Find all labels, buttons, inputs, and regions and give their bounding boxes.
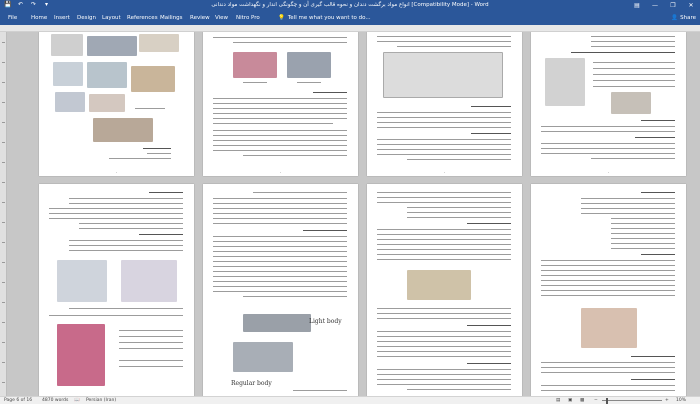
text-line [467, 363, 511, 364]
text-line [213, 135, 347, 136]
dental-image [131, 66, 175, 92]
tab-nitro-pro[interactable]: Nitro Pro [236, 15, 260, 21]
text-line [377, 259, 511, 260]
text-line [213, 198, 347, 199]
text-line [313, 92, 347, 93]
text-line [377, 197, 511, 198]
zoom-slider[interactable] [602, 400, 662, 401]
status-bar [0, 396, 700, 404]
vertical-ruler [0, 32, 7, 396]
text-line [467, 325, 511, 326]
text-line [213, 241, 347, 242]
text-line [377, 341, 511, 342]
text-line [593, 62, 675, 63]
text-line [581, 213, 675, 214]
text-line [377, 234, 511, 235]
text-line [541, 270, 675, 271]
text-line [541, 260, 675, 261]
text-line [213, 261, 347, 262]
text-line [213, 208, 347, 209]
text-line [591, 158, 675, 159]
print-layout-icon[interactable]: ▣ [568, 398, 573, 403]
dental-image [233, 52, 277, 78]
text-line [377, 336, 511, 337]
text-line [541, 280, 675, 281]
syringe-image [243, 314, 311, 332]
text-line [377, 331, 511, 332]
page-number: · [279, 170, 282, 175]
text-line [147, 153, 171, 154]
product-image [581, 308, 637, 348]
text-line [641, 192, 675, 193]
text-line [377, 379, 511, 380]
text-line [377, 239, 511, 240]
text-line [541, 131, 675, 132]
text-line [213, 203, 347, 204]
text-line [377, 351, 511, 352]
page-thumbnail[interactable] [39, 184, 194, 396]
text-line [213, 98, 347, 99]
undo-icon[interactable]: ↶ [17, 1, 24, 8]
text-line [377, 374, 511, 375]
page-number: · [607, 170, 610, 175]
dental-image [89, 94, 125, 112]
page-number: · [443, 170, 446, 175]
text-line [541, 390, 675, 391]
text-line [297, 82, 321, 83]
text-line [149, 192, 183, 193]
text-line [303, 230, 347, 231]
text-line [213, 37, 347, 38]
text-line [377, 384, 511, 385]
text-line [69, 203, 183, 204]
page-thumbnail[interactable] [531, 32, 686, 176]
dental-image [287, 52, 331, 78]
light-body-label: Light body [309, 318, 342, 325]
language-indicator[interactable]: Persian (Iran) [86, 398, 117, 403]
horizontal-ruler [0, 25, 700, 32]
page-thumbnail[interactable] [531, 184, 686, 396]
text-line [119, 348, 183, 349]
text-line [407, 389, 511, 390]
text-line [213, 281, 347, 282]
text-line [213, 130, 347, 131]
dental-image [87, 36, 137, 56]
text-line [591, 36, 675, 37]
text-line [69, 245, 183, 246]
text-line [541, 385, 675, 386]
text-line [69, 240, 183, 241]
proofing-icon[interactable]: 📖 [74, 398, 80, 403]
text-line [69, 250, 183, 251]
regular-body-label: Regular body [231, 380, 272, 387]
tab-insert[interactable]: Insert [54, 15, 70, 21]
text-line [407, 217, 511, 218]
text-line [253, 192, 347, 193]
restore-button[interactable]: ❐ [670, 2, 676, 9]
text-line [213, 113, 347, 114]
document-canvas[interactable] [0, 32, 700, 396]
text-line [611, 238, 675, 239]
zoom-slider-thumb[interactable] [606, 398, 608, 404]
text-line [213, 213, 347, 214]
page-thumbnail[interactable] [203, 184, 358, 396]
text-line [233, 42, 347, 43]
text-line [49, 208, 183, 209]
text-line [213, 271, 347, 272]
dental-image [545, 58, 585, 106]
text-line [541, 295, 675, 296]
text-line [213, 266, 347, 267]
title-bar [0, 0, 700, 11]
text-line [631, 356, 675, 357]
text-line [591, 46, 675, 47]
text-line [611, 223, 675, 224]
text-line [69, 198, 183, 199]
text-line [377, 36, 511, 37]
share-button[interactable] [671, 13, 696, 23]
text-line [243, 155, 347, 156]
tab-references[interactable]: References [127, 15, 158, 21]
text-line [213, 286, 347, 287]
page-thumbnail[interactable] [367, 184, 522, 396]
text-line [213, 276, 347, 277]
text-line [611, 248, 675, 249]
tell-me-box[interactable] [278, 13, 371, 23]
text-line [377, 318, 511, 319]
text-line [213, 150, 347, 151]
text-line [541, 367, 675, 368]
text-line [377, 192, 511, 193]
window-title: انواع مواد برگشت دندان و نحوه قالب گیری آن و چگونگی اندار و نگهداشت مواد دندانی [Compatibility Mode] - Word [211, 2, 489, 8]
text-line [213, 236, 347, 237]
tab-home[interactable]: Home [31, 15, 48, 21]
text-line [377, 346, 511, 347]
text-line [581, 198, 675, 199]
text-line [119, 336, 183, 337]
table-image [383, 52, 503, 98]
text-line [593, 68, 675, 69]
text-line [377, 117, 511, 118]
text-line [631, 379, 675, 380]
text-line [243, 82, 267, 83]
text-line [581, 208, 675, 209]
text-line [641, 254, 675, 255]
text-line [213, 108, 347, 109]
text-line [79, 223, 183, 224]
page-thumbnail[interactable] [39, 32, 194, 176]
dental-image [611, 92, 651, 114]
zoom-in-icon[interactable]: + [665, 398, 669, 403]
read-mode-icon[interactable]: ▤ [556, 398, 561, 403]
save-icon[interactable]: 💾 [4, 1, 12, 8]
product-image [121, 260, 177, 302]
product-image [57, 260, 107, 302]
text-line [407, 212, 511, 213]
text-line [541, 143, 675, 144]
text-line [541, 290, 675, 291]
text-line [109, 158, 171, 159]
text-line [139, 234, 183, 235]
text-line [377, 122, 511, 123]
text-line [541, 126, 675, 127]
text-line [143, 148, 171, 149]
web-layout-icon[interactable]: ▩ [580, 398, 585, 403]
redo-icon[interactable]: ↷ [30, 1, 37, 8]
dental-image [139, 34, 179, 52]
text-line [571, 52, 675, 53]
text-line [593, 86, 675, 87]
text-line [49, 315, 183, 316]
text-line [611, 218, 675, 219]
text-line [213, 256, 347, 257]
text-line [377, 254, 511, 255]
text-line [467, 223, 511, 224]
page-number: · [115, 170, 118, 175]
tab-review[interactable]: Review [190, 15, 210, 21]
text-line [397, 46, 511, 47]
text-line [541, 372, 675, 373]
text-line [593, 80, 675, 81]
text-line [69, 308, 183, 309]
text-line [377, 127, 511, 128]
text-line [611, 243, 675, 244]
text-line [213, 251, 347, 252]
text-line [541, 265, 675, 266]
text-line [541, 275, 675, 276]
text-line [541, 153, 675, 154]
text-line [471, 106, 511, 107]
text-line [611, 233, 675, 234]
text-line [377, 112, 511, 113]
product-image [57, 324, 105, 386]
dental-image [53, 62, 83, 86]
text-line [591, 41, 675, 42]
text-line [243, 296, 347, 297]
text-line [541, 148, 675, 149]
word-count[interactable]: 4870 words [42, 398, 69, 403]
text-line [581, 203, 675, 204]
share-label: Share [680, 15, 696, 21]
text-line [213, 118, 347, 119]
customize-icon[interactable]: ▾ [44, 1, 48, 8]
text-line [471, 133, 511, 134]
tab-mailings[interactable]: Mailings [160, 15, 183, 21]
ribbon-tabs [0, 11, 700, 25]
text-line [377, 202, 511, 203]
text-line [119, 366, 183, 367]
minimize-button[interactable]: — [652, 2, 658, 9]
share-icon: 👤 [671, 15, 679, 21]
text-line [213, 246, 347, 247]
text-line [213, 145, 347, 146]
text-line [79, 228, 183, 229]
text-line [377, 249, 511, 250]
tab-file[interactable]: File [8, 15, 18, 21]
text-line [49, 218, 183, 219]
text-line [213, 123, 333, 124]
text-line [593, 74, 675, 75]
text-line [213, 140, 347, 141]
text-line [377, 313, 511, 314]
text-line [377, 244, 511, 245]
text-line [611, 228, 675, 229]
text-line [541, 285, 675, 286]
product-image [407, 270, 471, 300]
syringe-image [233, 342, 293, 372]
text-line [407, 207, 511, 208]
page-thumbnail[interactable] [367, 32, 522, 176]
text-line [377, 369, 511, 370]
text-line [635, 137, 675, 138]
dental-image [93, 118, 153, 142]
page-count[interactable]: Page 6 of 16 [4, 398, 33, 403]
window-controls [628, 0, 700, 11]
text-line [377, 154, 511, 155]
text-line [377, 229, 511, 230]
text-line [377, 308, 511, 309]
text-line [213, 218, 347, 219]
text-line [213, 291, 347, 292]
tab-layout[interactable]: Layout [102, 15, 121, 21]
text-line [119, 342, 183, 343]
text-line [135, 108, 165, 109]
text-line [641, 120, 675, 121]
text-line [293, 390, 347, 391]
ribbon-display-icon[interactable]: ▤ [634, 2, 640, 9]
dental-image [87, 62, 127, 88]
text-line [377, 139, 511, 140]
text-line [49, 213, 183, 214]
text-line [377, 41, 511, 42]
close-button[interactable]: ✕ [688, 2, 694, 9]
text-line [377, 144, 511, 145]
text-line [213, 103, 347, 104]
dental-image [51, 34, 83, 56]
text-line [213, 223, 347, 224]
page-thumbnail[interactable] [203, 32, 358, 176]
zoom-level[interactable]: 10% [676, 398, 687, 403]
text-line [377, 356, 511, 357]
text-line [119, 330, 183, 331]
tell-me-text: Tell me what you want to do... [287, 15, 371, 21]
text-line [407, 159, 511, 160]
text-line [377, 149, 511, 150]
tab-design[interactable]: Design [77, 15, 96, 21]
dental-image [55, 92, 85, 112]
lightbulb-icon: 💡 [278, 15, 285, 21]
tab-view[interactable]: View [215, 15, 229, 21]
text-line [541, 362, 675, 363]
zoom-out-icon[interactable]: − [594, 398, 598, 403]
text-line [119, 360, 183, 361]
